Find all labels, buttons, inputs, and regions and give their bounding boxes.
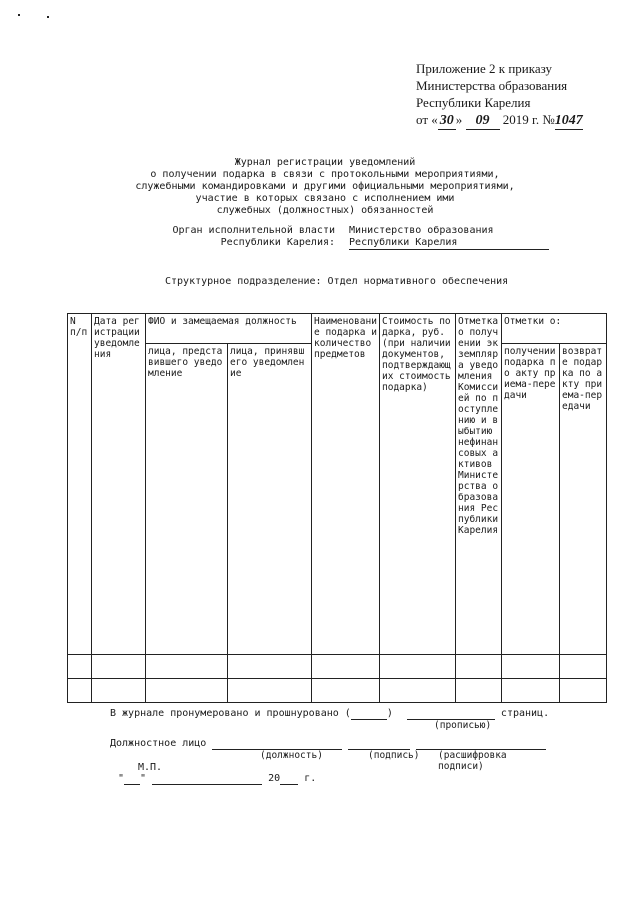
paren-close: ) bbox=[386, 708, 393, 719]
header-receipt-act: получении подарка по акту приема-передачи bbox=[502, 344, 560, 655]
month-separator: » bbox=[455, 112, 463, 127]
handwritten-day: 30 bbox=[439, 113, 454, 128]
signature-caption: (подпись) bbox=[368, 750, 420, 761]
appendix-line-1: Приложение 2 к приказу bbox=[416, 61, 553, 76]
decoding-caption: (расшифровка подписи) bbox=[438, 750, 507, 772]
title-line-5: служебных (должностных) обязанностей bbox=[216, 205, 434, 216]
handwritten-month: 09 bbox=[466, 112, 500, 130]
organ-value-1: Министерство образования bbox=[349, 225, 494, 236]
header-date: Дата регистрации уведомления bbox=[92, 314, 146, 655]
header-fio: ФИО и замещаемая должность bbox=[146, 314, 312, 344]
header-receipt-mark: Отметка о получении экземпляра уведомления Комиссией по поступлению и выбытию нефинансовых активов Министерства образования Республики Карелия bbox=[456, 314, 502, 655]
numbered-label: В журнале пронумеровано и прошнуровано ( bbox=[110, 708, 351, 719]
official-label: Должностное лицо bbox=[110, 738, 207, 749]
position-field bbox=[212, 738, 342, 750]
scan-speck bbox=[47, 16, 49, 18]
date-quote-open: " bbox=[118, 773, 125, 784]
appendix-line-2: Министерства образования bbox=[416, 78, 568, 93]
date-prefix: от « bbox=[416, 112, 438, 127]
signature-field bbox=[348, 738, 410, 750]
year-field bbox=[280, 773, 298, 785]
title-line-3: служебными командировками и другими официальными мероприятиями, bbox=[135, 181, 515, 192]
title-line-1: Журнал регистрации уведомлений bbox=[234, 157, 416, 168]
organ-label-1: Орган исполнительной власти bbox=[172, 225, 335, 236]
appendix-block bbox=[416, 60, 583, 130]
pages-count-field bbox=[351, 708, 387, 720]
journal-table bbox=[67, 313, 606, 703]
header-marks: Отметки о: bbox=[502, 314, 607, 344]
header-cost: Стоимость подарка, руб. (при наличии документов, подтверждающих стоимость подарка) bbox=[380, 314, 456, 655]
scan-speck bbox=[18, 14, 20, 16]
day-field bbox=[124, 773, 140, 785]
in-words-caption: (прописью) bbox=[434, 720, 492, 731]
handwritten-number: 1047 bbox=[554, 113, 583, 128]
year-prefix: 20 bbox=[268, 773, 281, 784]
structural-division: Структурное подразделение: Отдел нормативного обеспечения bbox=[165, 276, 509, 287]
organ-value-2: Республики Карелия bbox=[349, 237, 549, 250]
pages-words-field bbox=[407, 708, 495, 720]
appendix-date-line bbox=[416, 111, 583, 130]
year-suffix: г. bbox=[304, 773, 317, 784]
table-row bbox=[68, 654, 607, 678]
stamp-place: М.П. bbox=[138, 762, 163, 773]
table-row bbox=[68, 678, 607, 702]
year-label: 2019 г. № bbox=[502, 112, 555, 127]
header-number: N п/п bbox=[68, 314, 92, 655]
header-return-act: возврате подарка по акту приема-передачи bbox=[560, 344, 607, 655]
header-fio-accepted: лица, принявшего уведомление bbox=[228, 344, 312, 655]
date-quote-close: " bbox=[140, 773, 147, 784]
organ-label-2: Республики Карелия: bbox=[220, 237, 335, 248]
pages-label: страниц. bbox=[500, 708, 550, 719]
appendix-line-3: Республики Карелия bbox=[416, 95, 531, 110]
header-fio-presented: лица, представившего уведомление bbox=[146, 344, 228, 655]
position-caption: (должность) bbox=[260, 750, 323, 761]
header-gift-name: Наименование подарка и количество предметов bbox=[312, 314, 380, 655]
organ-block bbox=[150, 225, 549, 250]
title-line-4: участие в которых связано с исполнением ими bbox=[195, 193, 455, 204]
journal-title bbox=[80, 157, 570, 217]
title-line-2: о получении подарка в связи с протокольными мероприятиями, bbox=[150, 169, 500, 180]
decoding-field bbox=[416, 738, 546, 750]
pages-statement bbox=[110, 708, 550, 731]
date-line bbox=[118, 773, 316, 785]
month-field bbox=[152, 773, 262, 785]
